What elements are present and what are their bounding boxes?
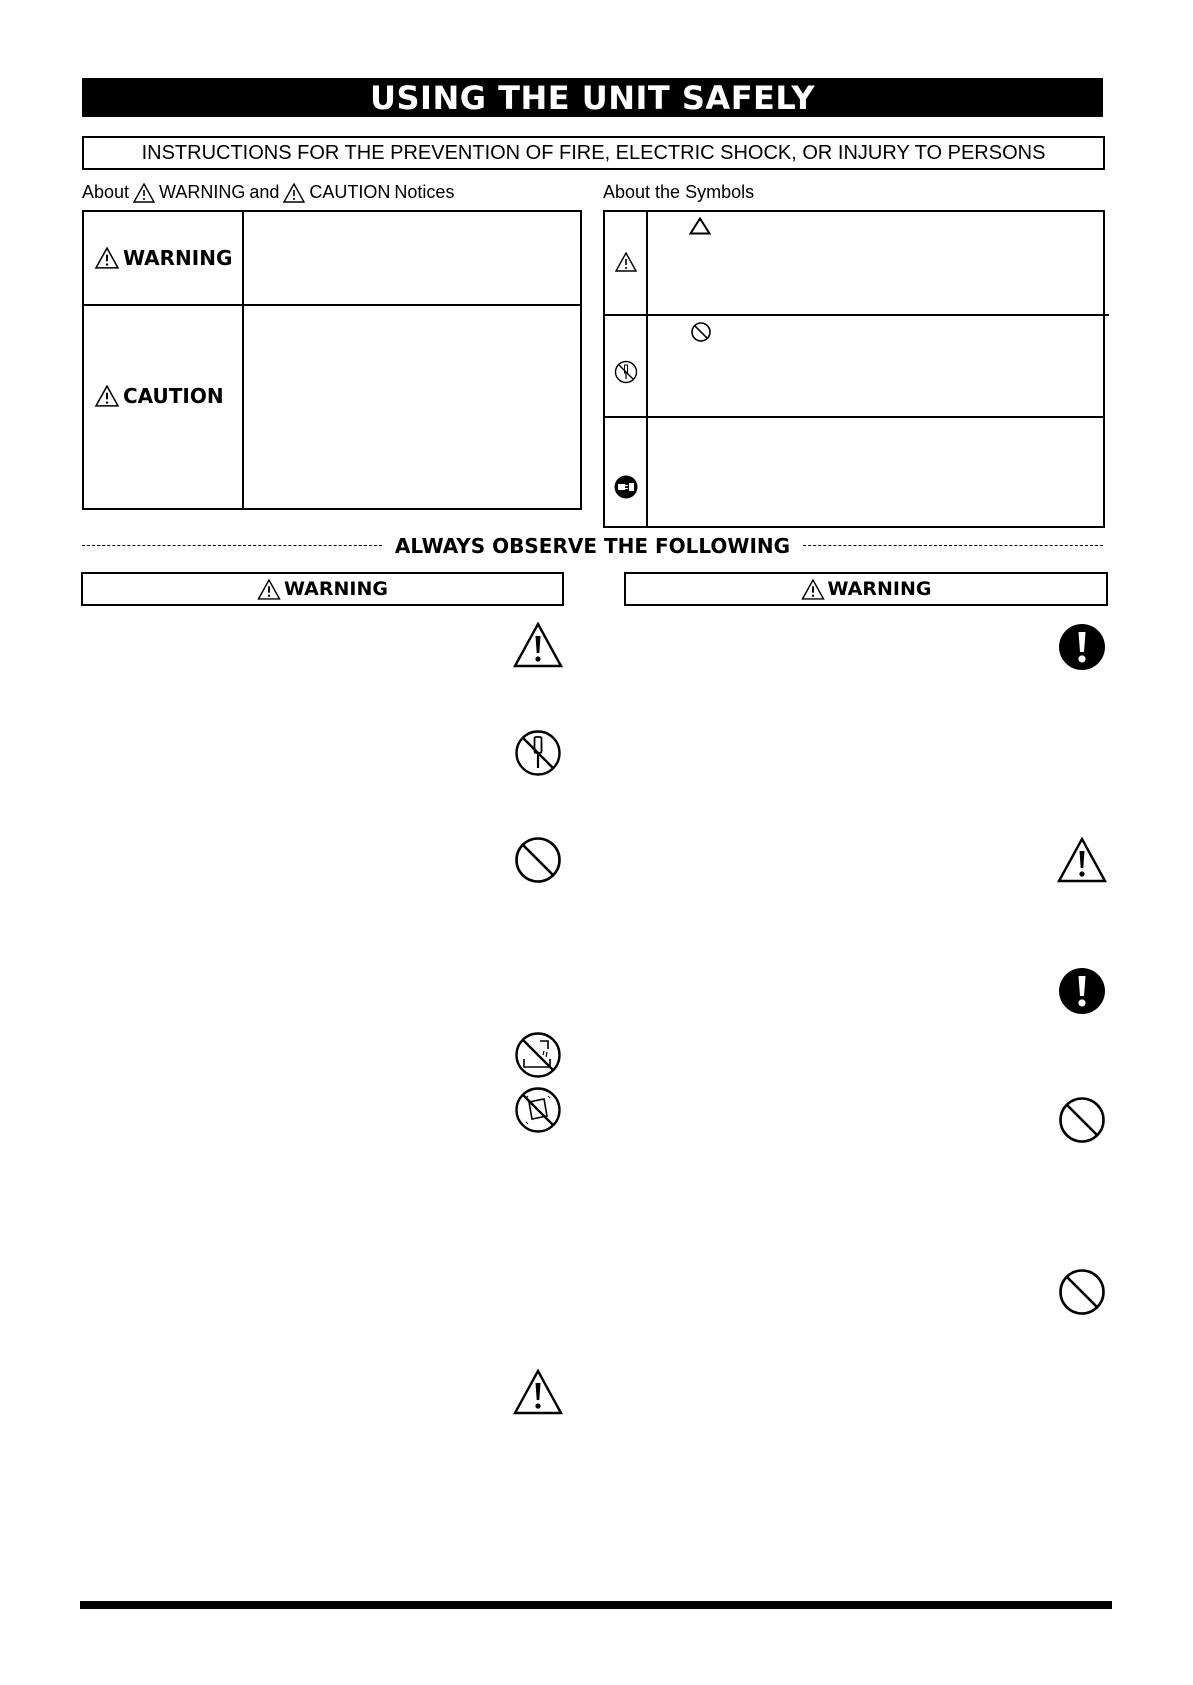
right-warning-header-text: WARNING [827,578,932,600]
right-warning-header [624,572,1108,606]
mandatory-action-icon [1058,967,1106,1015]
warning-triangle-icon [513,1369,563,1415]
notices-label-suffix: Notices [394,182,455,202]
notices-label-prefix: About [82,182,130,202]
prohibition-icon [1058,1268,1106,1316]
notice-row-warning [84,212,580,306]
observe-heading-row [82,532,1103,560]
do-not-disassemble-icon [514,729,562,777]
symbols-label-text: About the Symbols [603,182,755,202]
no-shock-icon [514,1086,562,1134]
warning-triangle-icon [94,247,120,269]
page-title: USING THE UNIT SAFELY [82,78,1103,117]
warning-triangle-icon [801,579,825,600]
warning-triangle-icon [283,183,305,203]
warning-triangle-icon [94,385,120,407]
small-triangle-icon [689,217,711,235]
mandatory-action-icon [1058,623,1106,671]
notice-label-caution-text: CAUTION [123,384,224,408]
notices-label-and: and [249,182,280,202]
warning-triangle-icon [133,183,155,203]
notice-label-caution [94,384,224,408]
left-warning-header-text: WARNING [284,578,388,600]
warning-triangle-icon [513,622,563,668]
prohibition-icon [1058,1096,1106,1144]
symbol-row-prohibition [605,316,1103,416]
instructions-banner-text: INSTRUCTIONS FOR THE PREVENTION OF FIRE, ELECTRIC SHOCK, OR INJURY TO PERSONS [141,141,1046,164]
notices-section-label [82,182,454,203]
prohibition-icon [514,836,562,884]
observe-heading-text: ALWAYS OBSERVE THE FOLLOWING [383,534,802,558]
notice-row-caution [84,306,580,508]
instructions-banner [82,136,1105,170]
notice-label-warning [94,246,232,270]
symbol-row-triangle [605,212,1103,314]
do-not-disassemble-icon [614,360,638,384]
footer-rule [80,1601,1112,1609]
prohibition-circle-icon [690,321,712,343]
observe-heading [82,534,1103,558]
no-water-icon [514,1031,562,1079]
notices-label-caution: CAUTION [309,182,391,202]
symbols-section-label [603,182,754,203]
symbol-row-mandatory [605,418,1103,526]
warning-triangle-icon [615,252,637,272]
left-warning-header [81,572,564,606]
symbols-table [603,210,1105,528]
warning-triangle-icon [257,579,281,600]
notices-table [82,210,582,510]
notice-label-warning-text: WARNING [123,246,233,270]
warning-triangle-icon [1057,837,1107,883]
unplug-icon [613,474,639,500]
notices-label-warning: WARNING [159,182,246,202]
